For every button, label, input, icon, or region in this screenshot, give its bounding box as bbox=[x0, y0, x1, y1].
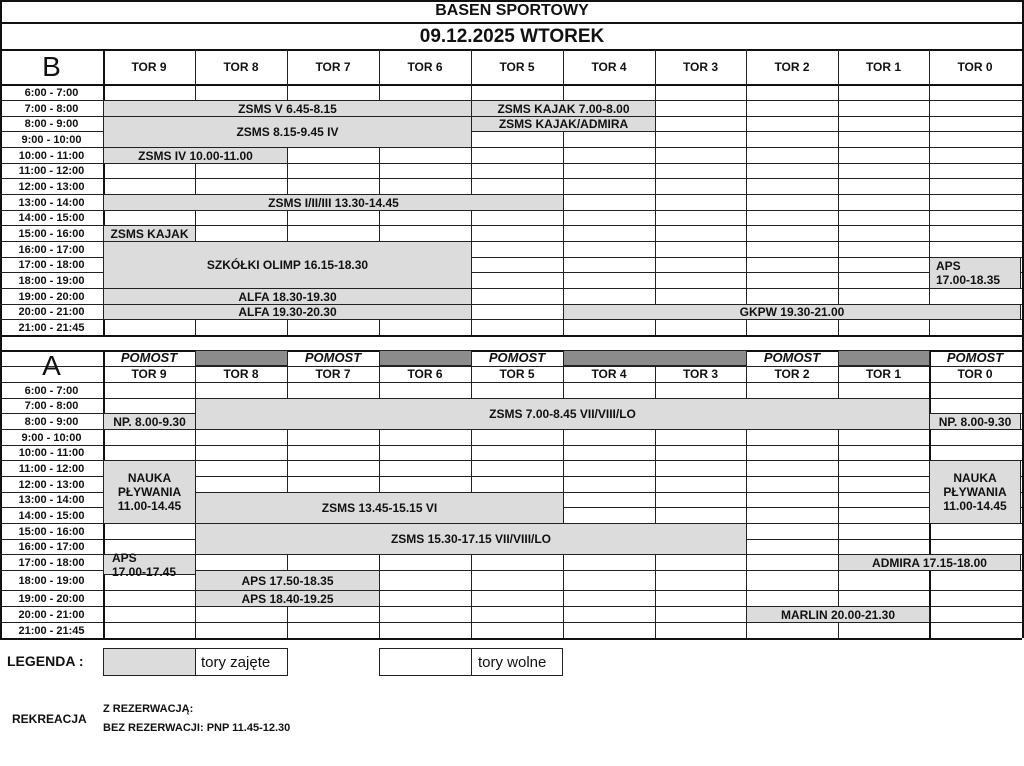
booking-alfa-1830: ALFA 18.30-19.30 bbox=[103, 288, 472, 305]
lane-header-b-3: TOR 6 bbox=[407, 59, 443, 74]
booking-aps-1750: APS 17.50-18.35 bbox=[195, 570, 380, 591]
legend-occupied-text: tory zajęte bbox=[201, 654, 271, 671]
grid-line bbox=[0, 0, 1022, 2]
legend-occupied-swatch bbox=[103, 648, 196, 676]
grid-line bbox=[838, 350, 839, 638]
time-slot-label: 13:00 - 14:00 bbox=[18, 197, 85, 209]
booking-szkolki-olimp: SZKÓŁKI OLIMP 16.15-18.30 bbox=[103, 241, 472, 289]
time-slot-label: 9:00 - 10:00 bbox=[21, 134, 82, 146]
booking-nauka-left: NAUKA PŁYWANIA 11.00-14.45 bbox=[103, 460, 196, 524]
time-slot-label: 10:00 - 11:00 bbox=[18, 447, 85, 459]
booking-gkpw: GKPW 19.30-21.00 bbox=[563, 304, 1021, 320]
time-slot-label: 12:00 - 13:00 bbox=[18, 479, 85, 491]
time-slot-label: 14:00 - 15:00 bbox=[18, 510, 85, 522]
grid-line bbox=[0, 445, 1022, 446]
grid-line bbox=[563, 49, 564, 335]
booking-zsms-kajak: ZSMS KAJAK 7.00-8.00 bbox=[471, 100, 656, 117]
legend-free-text: tory wolne bbox=[478, 654, 547, 671]
pool-title: BASEN SPORTOWY bbox=[435, 2, 589, 19]
lane-header-b-8: TOR 1 bbox=[865, 59, 902, 74]
booking-zsms-v: ZSMS V 6.45-8.15 bbox=[103, 100, 472, 117]
lane-header-b-4: TOR 5 bbox=[499, 59, 535, 74]
time-slot-label: 19:00 - 20:00 bbox=[18, 291, 85, 303]
booking-np-right: NP. 8.00-9.30 bbox=[929, 413, 1021, 430]
pomost-label: POMOST bbox=[304, 350, 362, 365]
pomost-bar bbox=[195, 350, 288, 366]
lane-header-b-6: TOR 3 bbox=[682, 59, 719, 74]
time-slot-label: 21:00 - 21:45 bbox=[18, 625, 85, 637]
section-letter-a: A bbox=[42, 350, 61, 381]
recreation-without-reservation: BEZ REZERWACJI: PNP 11.45-12.30 bbox=[103, 722, 291, 734]
grid-line bbox=[655, 49, 656, 335]
time-slot-label: 16:00 - 17:00 bbox=[18, 541, 85, 553]
time-slot-label: 15:00 - 16:00 bbox=[18, 526, 85, 538]
time-slot-label: 11:00 - 12:00 bbox=[18, 463, 85, 475]
booking-zsms-kajak-admira: ZSMS KAJAK/ADMIRA bbox=[471, 116, 656, 132]
time-slot-label: 6:00 - 7:00 bbox=[24, 385, 79, 397]
time-slot-label: 20:00 - 21:00 bbox=[18, 306, 85, 318]
pomost-bar bbox=[563, 350, 747, 366]
grid-line bbox=[655, 350, 656, 638]
time-slot-label: 18:00 - 19:00 bbox=[18, 275, 85, 287]
lane-header-a-3: TOR 6 bbox=[407, 367, 443, 381]
time-slot-label: 8:00 - 9:00 bbox=[24, 416, 79, 428]
booking-np-left: NP. 8.00-9.30 bbox=[103, 413, 196, 430]
grid-line bbox=[0, 22, 1022, 24]
lane-header-a-5: TOR 4 bbox=[591, 367, 627, 381]
lane-header-a-6: TOR 3 bbox=[682, 367, 719, 381]
booking-marlin: MARLIN 20.00-21.30 bbox=[746, 606, 930, 623]
time-slot-label: 7:00 - 8:00 bbox=[24, 400, 79, 412]
time-slot-label: 7:00 - 8:00 bbox=[24, 103, 79, 115]
booking-nauka-right: NAUKA PŁYWANIA 11.00-14.45 bbox=[929, 460, 1021, 524]
booking-zsms-kajak-15: ZSMS KAJAK bbox=[103, 225, 196, 242]
time-slot-label: 15:00 - 16:00 bbox=[18, 228, 85, 240]
lane-header-a-4: TOR 5 bbox=[499, 367, 535, 381]
grid-line bbox=[0, 382, 1022, 383]
time-slot-label: 16:00 - 17:00 bbox=[18, 244, 85, 256]
lane-header-b-2: TOR 7 bbox=[315, 59, 351, 74]
lane-header-a-1: TOR 8 bbox=[223, 367, 259, 381]
time-slot-label: 9:00 - 10:00 bbox=[21, 432, 82, 444]
pomost-label: POMOST bbox=[120, 350, 178, 365]
lane-header-a-8: TOR 1 bbox=[865, 367, 902, 381]
lane-header-b-1: TOR 8 bbox=[223, 59, 259, 74]
grid-line bbox=[746, 350, 747, 638]
grid-line bbox=[0, 638, 1022, 640]
pomost-label: POMOST bbox=[946, 350, 1004, 365]
booking-admira: ADMIRA 17.15-18.00 bbox=[838, 554, 1021, 571]
schedule-date: 09.12.2025 WTOREK bbox=[419, 26, 605, 47]
grid-line bbox=[0, 178, 1022, 179]
time-slot-label: 17:00 - 18:00 bbox=[18, 557, 85, 569]
pomost-bar bbox=[838, 350, 930, 366]
time-slot-label: 10:00 - 11:00 bbox=[18, 150, 85, 162]
booking-alfa-1930: ALFA 19.30-20.30 bbox=[103, 304, 472, 320]
lane-header-a-7: TOR 2 bbox=[774, 367, 810, 381]
grid-line bbox=[929, 49, 930, 335]
pomost-bar bbox=[379, 350, 472, 366]
recreation-with-reservation: Z REZERWACJĄ: bbox=[103, 703, 194, 715]
time-slot-label: 6:00 - 7:00 bbox=[24, 87, 79, 99]
time-slot-label: 21:00 - 21:45 bbox=[18, 322, 85, 334]
time-slot-label: 17:00 - 18:00 bbox=[18, 259, 85, 271]
booking-aps-1840: APS 18.40-19.25 bbox=[195, 590, 380, 607]
lane-header-b-9: TOR 0 bbox=[957, 59, 993, 74]
booking-zsms-vii-viii-lo: ZSMS 7.00-8.45 VII/VIII/LO bbox=[195, 398, 930, 430]
lane-header-a-2: TOR 7 bbox=[315, 367, 351, 381]
time-slot-label: 11:00 - 12:00 bbox=[18, 165, 85, 177]
time-slot-label: 14:00 - 15:00 bbox=[18, 212, 85, 224]
grid-line bbox=[838, 49, 839, 335]
time-slot-label: 18:00 - 19:00 bbox=[18, 575, 85, 587]
booking-zsms-iv: ZSMS 8.15-9.45 IV bbox=[103, 116, 472, 148]
booking-zsms-vi: ZSMS 13.45-15.15 VI bbox=[195, 492, 564, 524]
grid-line bbox=[0, 590, 1022, 591]
time-slot-label: 13:00 - 14:00 bbox=[18, 494, 85, 506]
booking-aps-a: APS 17.00-17.45 bbox=[103, 554, 196, 575]
time-slot-label: 20:00 - 21:00 bbox=[18, 609, 85, 621]
lane-header-b-7: TOR 2 bbox=[774, 59, 810, 74]
pomost-label: POMOST bbox=[488, 350, 546, 365]
time-slot-label: 19:00 - 20:00 bbox=[18, 593, 85, 605]
grid-line bbox=[746, 49, 747, 335]
booking-zsms-i-ii-iii: ZSMS I/II/III 13.30-14.45 bbox=[103, 194, 564, 211]
pomost-label: POMOST bbox=[763, 350, 821, 365]
booking-aps-b: APS 17.00-18.35 bbox=[929, 257, 1021, 289]
recreation-label: REKREACJA bbox=[12, 712, 87, 726]
grid-line bbox=[0, 335, 1022, 337]
section-letter-b: B bbox=[42, 51, 61, 82]
lane-header-a-9: TOR 0 bbox=[957, 367, 993, 381]
lane-header-b-5: TOR 4 bbox=[591, 59, 627, 74]
lane-header-b-0: TOR 9 bbox=[131, 59, 167, 74]
lane-header-a-0: TOR 9 bbox=[131, 367, 167, 381]
booking-zsms-iv-10: ZSMS IV 10.00-11.00 bbox=[103, 147, 288, 164]
time-slot-label: 8:00 - 9:00 bbox=[24, 118, 79, 130]
grid-line bbox=[0, 84, 1022, 86]
time-slot-label: 12:00 - 13:00 bbox=[18, 181, 85, 193]
booking-zsms-1530: ZSMS 15.30-17.15 VII/VIII/LO bbox=[195, 523, 747, 555]
legend-label: LEGENDA : bbox=[7, 653, 84, 669]
legend-free-swatch bbox=[379, 648, 472, 676]
